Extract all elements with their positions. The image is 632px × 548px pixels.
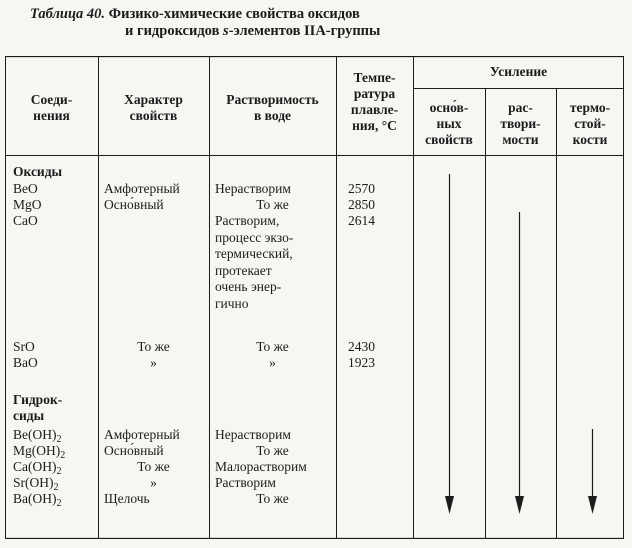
header-compound: Соеди- нения xyxy=(30,92,73,123)
hydroxide-formula: $Mg(OH)_2$ xyxy=(13,443,66,461)
properties-table xyxy=(5,56,624,539)
hydroxide-character: То же xyxy=(137,459,170,474)
oxide-character: » xyxy=(150,355,157,370)
hydroxide-solubility: То же xyxy=(256,443,289,458)
arrowhead-solubility xyxy=(515,496,524,514)
oxide-solubility: Растворим, процесс экзо- термический, протекает очень энер- гично xyxy=(215,213,294,311)
caption-label: Таблица 40. xyxy=(30,6,106,22)
hydroxide-character: Щелочь xyxy=(104,491,150,506)
oxide-formula: CaO xyxy=(13,213,38,228)
hydroxide-solubility: То же xyxy=(256,491,289,506)
hydroxide-character: Осно́вный xyxy=(104,443,164,458)
oxide-solubility: То же xyxy=(256,197,289,212)
hydroxide-formula: $Sr(OH)_2$ xyxy=(13,475,59,493)
hydroxide-character: » xyxy=(150,475,157,490)
header-melting: Темпе- ратура плавле- ния, °С xyxy=(350,70,399,133)
section-oxides: Оксиды xyxy=(13,164,63,179)
caption-line2: и гидроксидов s-элементов IIA-группы xyxy=(125,23,381,39)
header-solubility: Растворимость в воде xyxy=(226,92,319,123)
hydroxide-solubility: Нерастворим xyxy=(215,427,291,442)
oxide-formula: BeO xyxy=(13,181,38,196)
header-character: Характер свойств xyxy=(124,92,183,123)
hydroxide-formula: $Be(OH)_2$ xyxy=(13,427,62,445)
oxide-melting: 2614 xyxy=(348,213,375,228)
header-solubility-increase: рас- твори- мости xyxy=(500,100,541,147)
table-caption xyxy=(30,6,590,40)
oxide-formula: BaO xyxy=(13,355,38,370)
arrowhead-thermal xyxy=(588,496,597,514)
arrowhead-basic xyxy=(445,496,454,514)
oxide-melting: 2570 xyxy=(348,181,375,196)
oxide-solubility: Нерастворим xyxy=(215,181,291,196)
hydroxide-character: Амфотерный xyxy=(104,427,180,442)
oxide-formula: SrO xyxy=(13,339,35,354)
oxide-character: Осно́вный xyxy=(104,197,164,212)
oxide-melting: 1923 xyxy=(348,355,375,370)
hydroxide-formula: $Ba(OH)_2$ xyxy=(13,491,62,509)
header-thermal-stability: термо- стой- кости xyxy=(569,100,611,147)
header-basic: осно́в- ных свойств xyxy=(425,100,473,147)
caption-line1: Физико-химические свойства оксидов xyxy=(108,6,360,22)
oxide-solubility: То же xyxy=(256,339,289,354)
oxide-character: То же xyxy=(137,339,170,354)
oxide-solubility: » xyxy=(269,355,276,370)
hydroxide-solubility: Растворим xyxy=(215,475,276,490)
oxide-melting: 2430 xyxy=(348,339,375,354)
section-hydroxides: Гидрок- сиды xyxy=(13,392,63,423)
header-increase: Усиление xyxy=(489,64,548,79)
oxide-character: Амфотерный xyxy=(104,181,180,196)
hydroxide-formula: $Ca(OH)_2$ xyxy=(13,459,62,477)
oxide-formula: MgO xyxy=(13,197,42,212)
oxide-melting: 2850 xyxy=(348,197,375,212)
hydroxide-solubility: Малорастворим xyxy=(215,459,307,474)
